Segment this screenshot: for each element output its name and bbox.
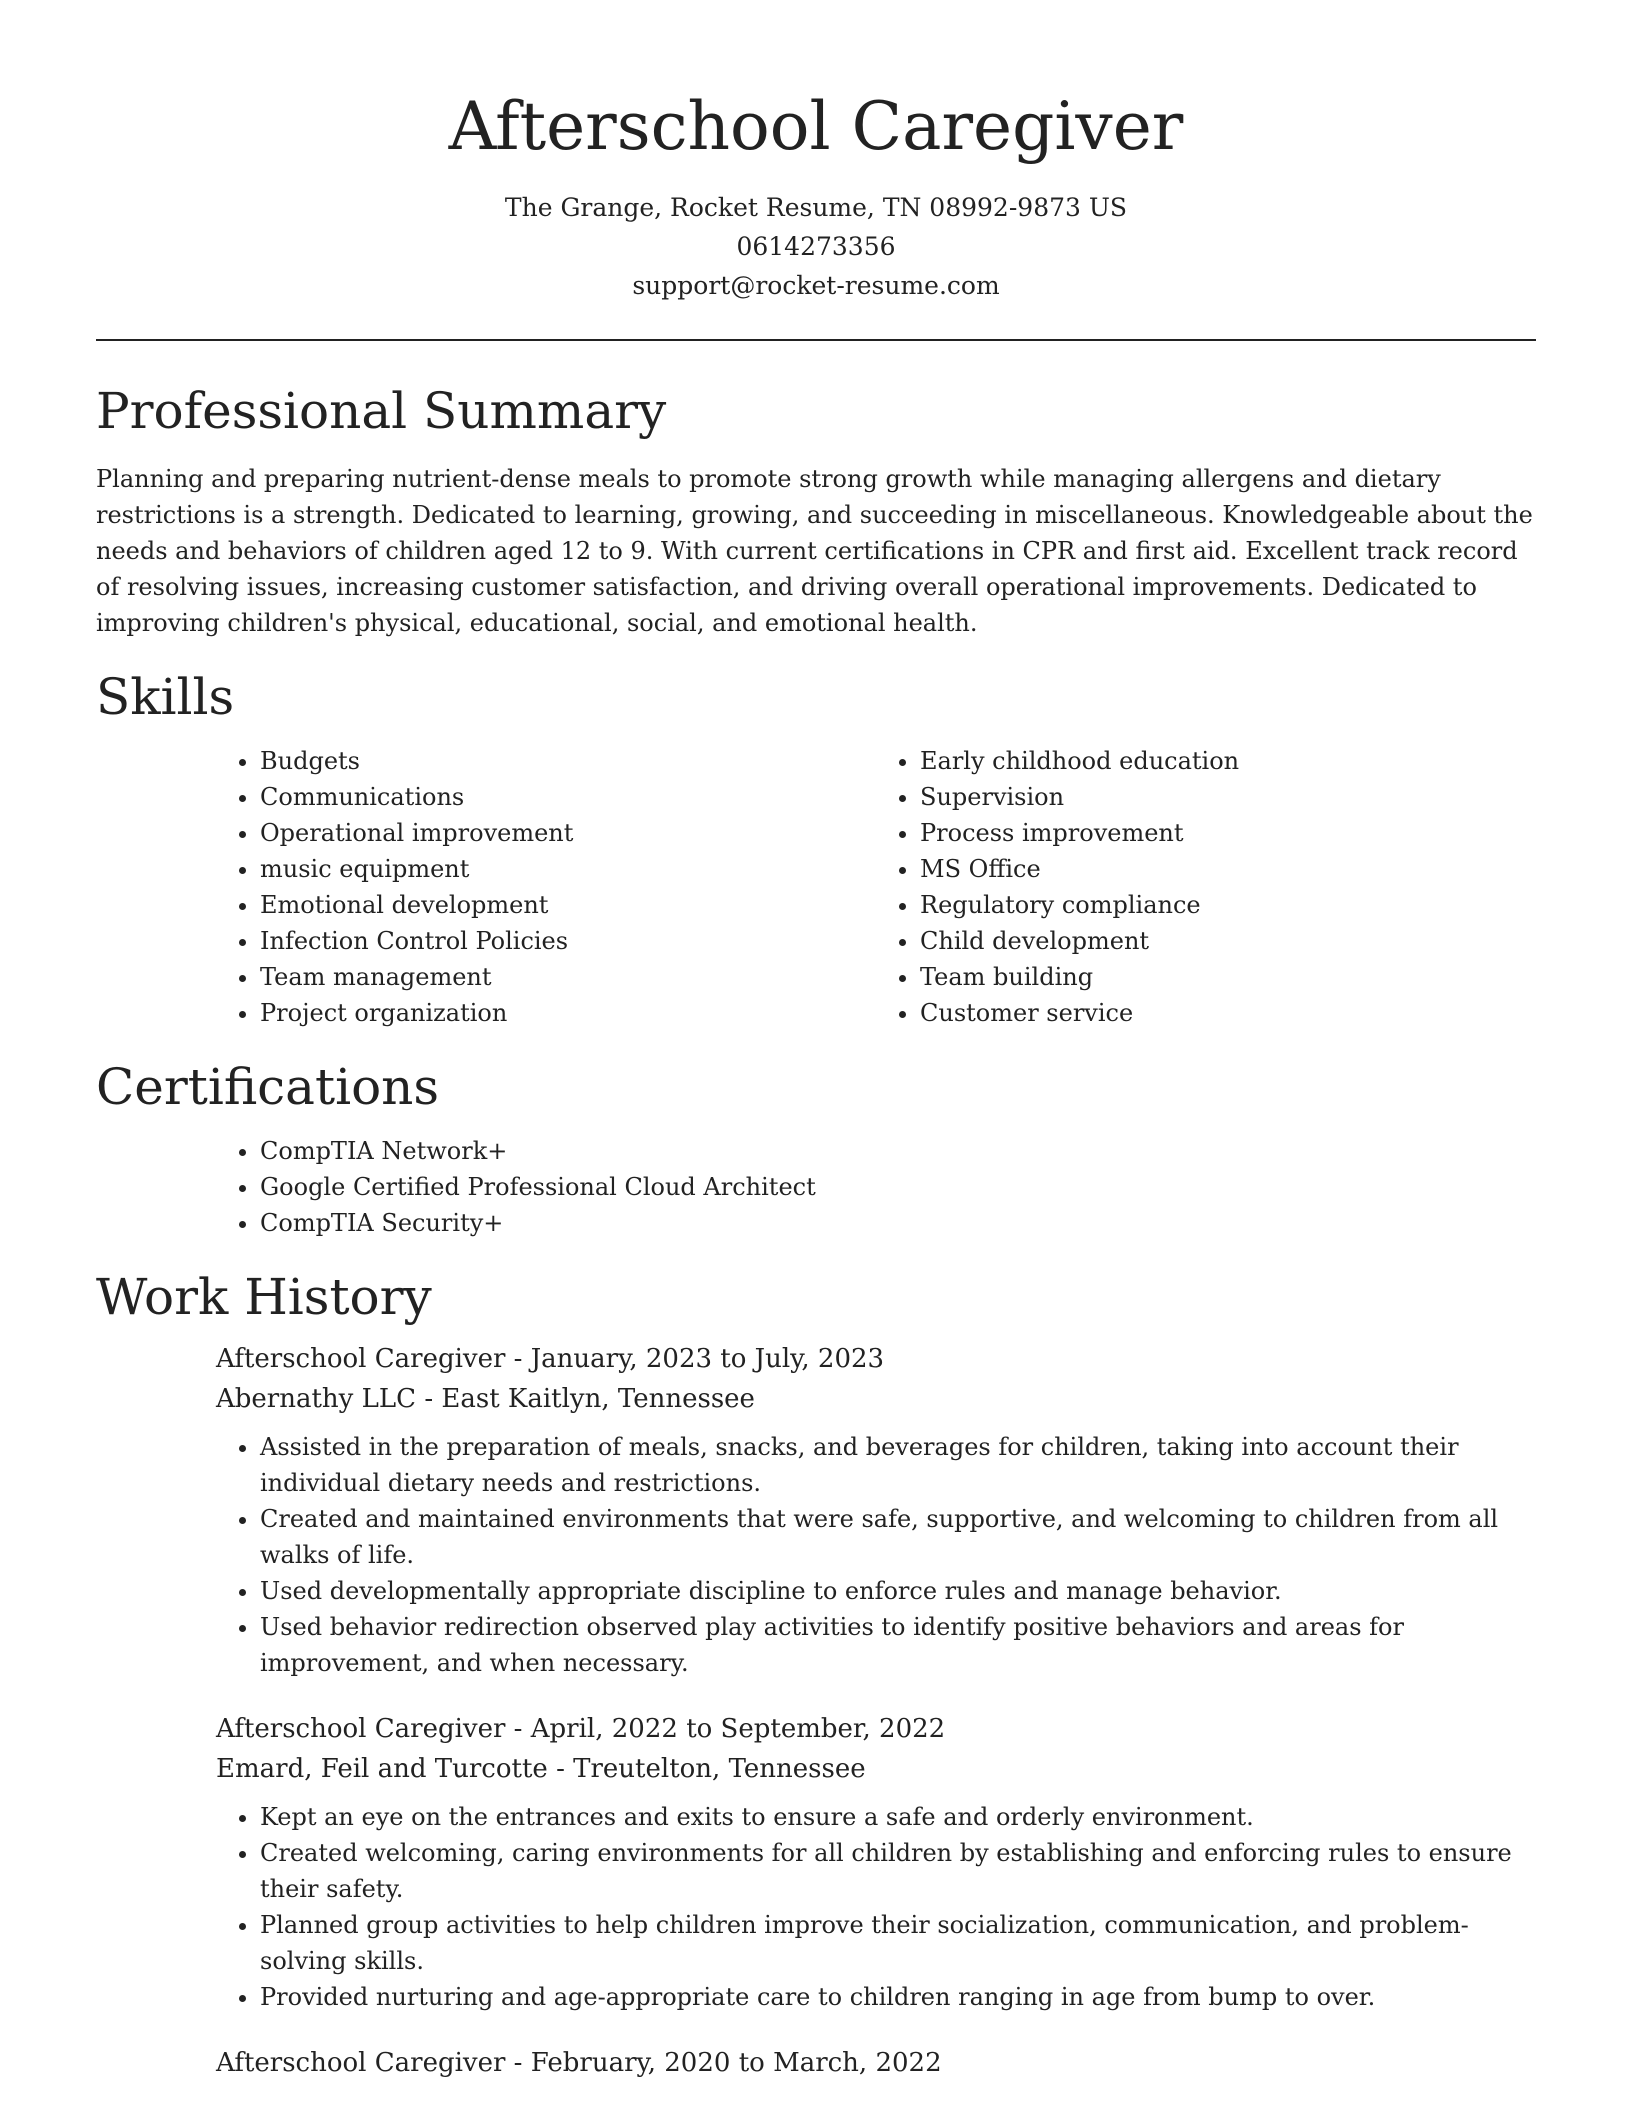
list-item: • Kept an eye on the entrances and exits to ensure a safe and orderly environment.: [260, 1799, 1536, 1835]
list-item: • Communications: [260, 779, 876, 815]
list-item: • Created and maintained environments that were safe, supportive, and welcoming to children from all walks of life.: [260, 1501, 1536, 1573]
contact-email: support@rocket-resume.com: [632, 271, 1000, 300]
job-entry: [216, 2043, 1536, 2083]
resume-page: [96, 0, 1536, 2111]
certifications-section: [96, 1057, 1536, 1241]
list-item: • Provided nurturing and age-appropriate care to children ranging in age from bump to over.: [260, 1979, 1536, 2015]
contact-phone: 0614273356: [736, 232, 896, 261]
job-entry: [216, 1339, 1536, 1681]
summary-text: Planning and preparing nutrient-dense meals to promote strong growth while managing allergens and dietary restrictions is a strength. Dedicated to learning, growing, and succeeding in miscellaneous. Knowledgeable about the needs and behaviors of children aged 12 to 9. With current certifications in CPR and first aid. Excellent track record of resolving issues, increasing customer satisfaction, and driving overall operational improvements. Dedicated to improving children's physical, educational, social, and emotional health.: [96, 465, 1533, 637]
list-item: • music equipment: [260, 851, 876, 887]
job-separator: -: [416, 1384, 442, 1414]
skills-list-left: [216, 743, 876, 1031]
jobs-list: [216, 1339, 1536, 2083]
job-title-line: [216, 2043, 1536, 2083]
job-separator: -: [505, 2048, 531, 2078]
list-item: • Planned group activities to help children improve their socialization, communication, and problem-solving skills.: [260, 1907, 1536, 1979]
job-separator: -: [505, 1344, 531, 1374]
summary-heading: Professional Summary: [96, 382, 667, 440]
job-title-line: [216, 1709, 1536, 1749]
job-company: Emard, Feil and Turcotte: [216, 1754, 548, 1784]
certifications-wrap: [216, 1133, 1536, 1241]
job-title-line: [216, 1339, 1536, 1379]
job-title: Afterschool Caregiver: [216, 1344, 506, 1374]
skills-heading: Skills: [96, 668, 235, 726]
job-location: Treutelton, Tennessee: [573, 1754, 866, 1784]
job-separator: -: [547, 1754, 574, 1784]
skills-section: [96, 667, 1536, 1031]
list-item: • Project organization: [260, 995, 876, 1031]
list-item: • Customer service: [920, 995, 1536, 1031]
contact-address: The Grange, Rocket Resume, TN 08992-9873 US: [504, 193, 1128, 222]
skills-list-right: [876, 743, 1536, 1031]
header-divider: [96, 339, 1536, 341]
job-company-line: [216, 1749, 1536, 1789]
job-company: Abernathy LLC: [216, 1384, 417, 1414]
job-company-line: [216, 1379, 1536, 1419]
job-bullets: [216, 1429, 1536, 1681]
job-title: Afterschool Caregiver: [216, 1714, 506, 1744]
list-item: • Team management: [260, 959, 876, 995]
work-history-section: [96, 1267, 1536, 2083]
list-item: • Child development: [920, 923, 1536, 959]
list-item: • Team building: [920, 959, 1536, 995]
list-item: • MS Office: [920, 851, 1536, 887]
work-history-heading: Work History: [96, 1268, 432, 1326]
job-location: East Kaitlyn, Tennessee: [441, 1384, 755, 1414]
list-item: • Infection Control Policies: [260, 923, 876, 959]
list-item: • Budgets: [260, 743, 876, 779]
list-item: • Created welcoming, caring environments for all children by establishing and enforcing rules to ensure their safety.: [260, 1835, 1536, 1907]
contact-block: [96, 188, 1536, 305]
job-dates: February, 2020 to March, 2022: [530, 2048, 942, 2078]
list-item: • Process improvement: [920, 815, 1536, 851]
list-item: • CompTIA Security+: [260, 1205, 1536, 1241]
list-item: • Emotional development: [260, 887, 876, 923]
certifications-heading: Certifications: [96, 1058, 440, 1116]
list-item: • Google Certified Professional Cloud Architect: [260, 1169, 1536, 1205]
certifications-list: [216, 1133, 1536, 1241]
job-separator: -: [505, 1714, 531, 1744]
list-item: • Used behavior redirection observed play activities to identify positive behaviors and areas for improvement, and when necessary.: [260, 1609, 1536, 1681]
skills-grid: [216, 743, 1536, 1031]
job-dates: April, 2022 to September, 2022: [530, 1714, 946, 1744]
list-item: • Assisted in the preparation of meals, snacks, and beverages for children, taking into account their individual dietary needs and restrictions.: [260, 1429, 1536, 1501]
list-item: • Operational improvement: [260, 815, 876, 851]
job-bullets: [216, 1799, 1536, 2015]
job-dates: January, 2023 to July, 2023: [530, 1344, 885, 1374]
list-item: • Regulatory compliance: [920, 887, 1536, 923]
list-item: • Supervision: [920, 779, 1536, 815]
list-item: • Used developmentally appropriate discipline to enforce rules and manage behavior.: [260, 1573, 1536, 1609]
list-item: • Early childhood education: [920, 743, 1536, 779]
resume-name: Afterschool Caregiver: [448, 88, 1184, 165]
summary-section: [96, 381, 1536, 641]
job-entry: [216, 1709, 1536, 2015]
list-item: • CompTIA Network+: [260, 1133, 1536, 1169]
job-title: Afterschool Caregiver: [216, 2048, 506, 2078]
